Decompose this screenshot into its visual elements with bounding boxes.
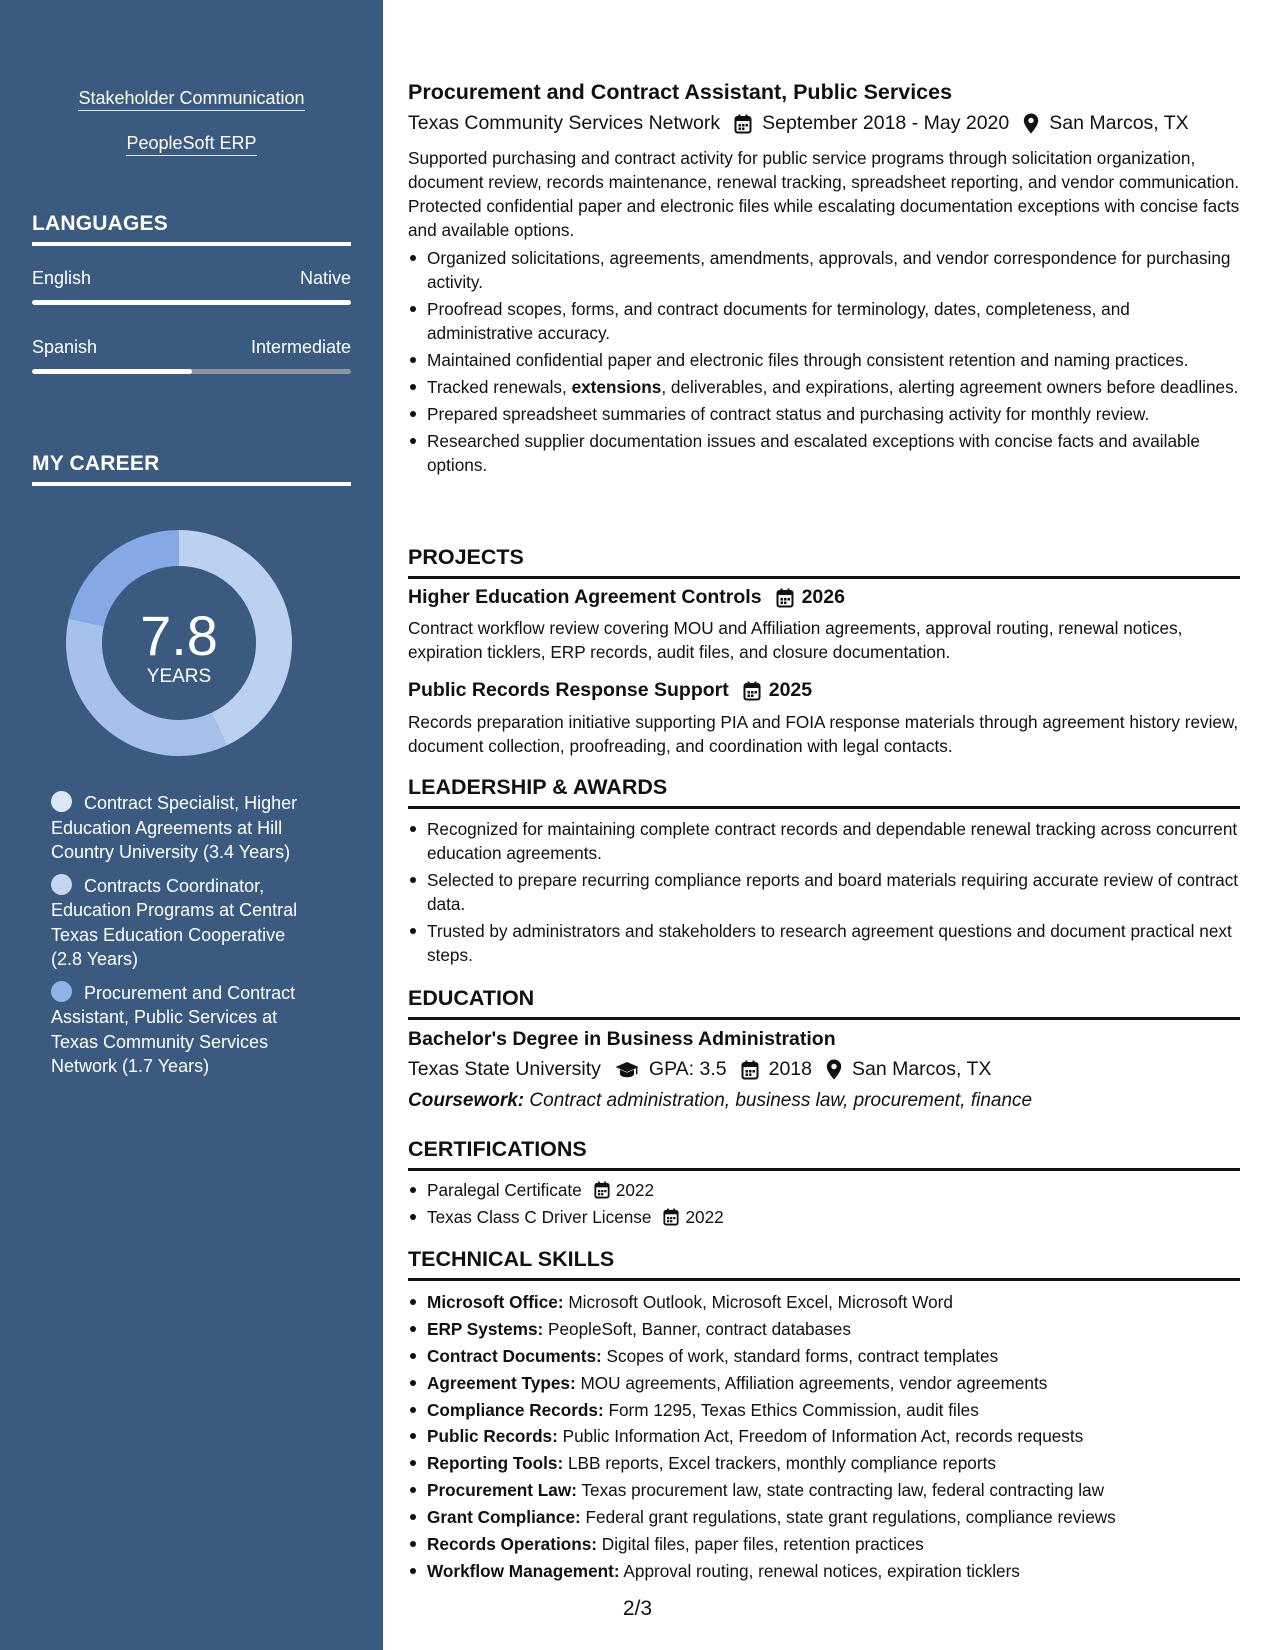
- technical-skill-value: Digital files, paper files, retention practices: [601, 1534, 924, 1555]
- technical-skill-value: Public Information Act, Freedom of Information Act, records requests: [562, 1426, 1084, 1447]
- technical-skill-label: Microsoft Office:: [427, 1292, 564, 1312]
- technical-skill-item: [408, 1532, 1240, 1556]
- project-title: [408, 679, 812, 702]
- technical-skill-value: Scopes of work, standard forms, contract templates: [606, 1345, 999, 1366]
- technical-skill-item: [408, 1344, 1240, 1368]
- project-description: Records preparation initiative supporting PIA and FOIA response materials through agreement history review, document collection, proofreading, and coordination with legal contacts.: [408, 712, 1239, 756]
- project-name: Public Records Response Support: [408, 679, 729, 701]
- bullet-text: , deliverables, and expirations, alerting agreement owners before deadlines.: [661, 377, 1239, 397]
- career-dot-icon: [51, 981, 72, 1002]
- technical-skill-item: [408, 1451, 1240, 1475]
- leadership-item: Selected to prepare recurring compliance reports and board materials requiring accurate review of contract data.: [408, 868, 1240, 916]
- coursework-label: Coursework:: [408, 1090, 525, 1111]
- career-heading: MY CAREER: [32, 452, 351, 486]
- job-summary: Supported purchasing and contract activity for public service programs through solicitation organization, document review, records maintenance, renewal tracking, spreadsheet reporting, and vendor communication. Protected confidential paper and electronic files while escalating documentation exceptions with concise facts and available options.: [408, 148, 1240, 240]
- project-description: Contract workflow review covering MOU and Affiliation agreements, approval routing, renewal notices, expiration ticklers, ERP records, audit files, and closure documentation.: [408, 618, 1183, 662]
- technical-skill-value: Texas procurement law, state contracting law, federal contracting law: [581, 1480, 1104, 1501]
- calendar-icon: [734, 114, 752, 134]
- education-meta: [408, 1058, 991, 1081]
- language-bar-fill: [32, 300, 351, 305]
- career-list: [51, 791, 321, 1088]
- graduation-year: 2018: [768, 1058, 812, 1080]
- language-name: Spanish: [32, 337, 98, 357]
- certification-year: 2022: [685, 1207, 724, 1227]
- job-bullet: Organized solicitations, agreements, amendments, approvals, and vendor correspondence for purchasing activity.: [408, 246, 1240, 294]
- skill-tag: [0, 133, 383, 154]
- career-item-text: Procurement and Contract Assistant, Public Services at Texas Community Services Network (1.7 Years): [51, 982, 296, 1076]
- career-dot-icon: [51, 791, 72, 812]
- job-bullet: Researched supplier documentation issues and escalated exceptions with concise facts and available options.: [408, 429, 1240, 477]
- calendar-icon: [663, 1208, 679, 1226]
- skill-tag-label: PeopleSoft ERP: [126, 133, 256, 156]
- project-year: 2026: [801, 586, 845, 608]
- certifications-heading: CERTIFICATIONS: [408, 1137, 1240, 1171]
- calendar-icon: [776, 588, 794, 608]
- certification-name: Texas Class C Driver License: [427, 1207, 652, 1227]
- location-pin-icon: [826, 1059, 842, 1080]
- leadership-list: [408, 817, 1240, 970]
- language-bar-fill: [32, 369, 192, 374]
- skill-tag: [0, 88, 383, 109]
- language-bar: [32, 300, 351, 305]
- technical-skill-item: [408, 1317, 1240, 1341]
- job-bullet: Proofread scopes, forms, and contract documents for terminology, dates, completeness, and administrative accuracy.: [408, 297, 1240, 345]
- job-title: Procurement and Contract Assistant, Public Services: [408, 80, 953, 104]
- career-dot-icon: [51, 874, 72, 895]
- technical-skills-heading: TECHNICAL SKILLS: [408, 1247, 1240, 1281]
- calendar-icon: [743, 681, 761, 701]
- technical-skill-label: Workflow Management:: [427, 1560, 620, 1581]
- technical-skill-value: Approval routing, renewal notices, expiration ticklers: [623, 1560, 1020, 1581]
- bullet-bold-text: extensions: [571, 377, 662, 397]
- coursework-text: Contract administration, business law, procurement, finance: [529, 1090, 1033, 1111]
- sidebar: [0, 0, 383, 1650]
- technical-skill-value: Microsoft Outlook, Microsoft Excel, Microsoft Word: [568, 1292, 953, 1312]
- education-heading: EDUCATION: [408, 986, 1240, 1020]
- career-total: 7.8: [140, 604, 218, 667]
- projects-heading: PROJECTS: [408, 545, 1240, 579]
- technical-skill-label: Grant Compliance:: [427, 1507, 581, 1528]
- technical-skills-list: [408, 1290, 1240, 1586]
- skill-tag-label: Stakeholder Communication: [78, 88, 304, 111]
- certification-item: [408, 1205, 1240, 1229]
- technical-skill-label: Compliance Records:: [427, 1399, 604, 1420]
- technical-skill-label: Agreement Types:: [427, 1372, 576, 1393]
- calendar-icon: [594, 1181, 610, 1199]
- language-name: English: [32, 268, 92, 288]
- technical-skill-item: [408, 1290, 1240, 1314]
- certification-name: Paralegal Certificate: [427, 1180, 582, 1200]
- project-year: 2025: [768, 679, 813, 701]
- technical-skill-label: Procurement Law:: [427, 1480, 577, 1501]
- language-row: [32, 337, 351, 358]
- company-name: Texas Community Services Network: [408, 112, 721, 134]
- technical-skill-label: Reporting Tools:: [427, 1453, 564, 1474]
- job-bullet: [408, 375, 1240, 399]
- technical-skill-item: [408, 1424, 1240, 1448]
- technical-skill-item: [408, 1371, 1240, 1395]
- language-level: Native: [299, 268, 351, 288]
- job-dates: September 2018 - May 2020: [762, 112, 1010, 134]
- main-content: [408, 0, 1240, 1650]
- calendar-icon: [741, 1060, 759, 1080]
- degree-title: Bachelor's Degree in Business Administration: [408, 1028, 836, 1050]
- leadership-item: Recognized for maintaining complete contract records and dependable renewal tracking across concurrent education agreements.: [408, 817, 1240, 865]
- languages-heading: LANGUAGES: [32, 212, 351, 246]
- job-bullets: [408, 246, 1240, 480]
- project-title: [408, 586, 845, 609]
- technical-skill-value: Form 1295, Texas Ethics Commission, audit files: [608, 1399, 979, 1420]
- certification-year: 2022: [615, 1180, 655, 1200]
- technical-skill-label: Contract Documents:: [427, 1345, 602, 1366]
- technical-skill-value: LBB reports, Excel trackers, monthly compliance reports: [568, 1453, 996, 1474]
- job-location: San Marcos, TX: [1049, 112, 1189, 134]
- leadership-item: Trusted by administrators and stakeholders to research agreement questions and document practical next steps.: [408, 919, 1240, 967]
- school-location: San Marcos, TX: [851, 1058, 992, 1080]
- career-item: [51, 874, 321, 972]
- certification-item: [408, 1178, 1240, 1202]
- technical-skill-item: [408, 1398, 1240, 1422]
- language-bar: [32, 369, 351, 374]
- job-meta: [408, 112, 1189, 135]
- technical-skill-item: [408, 1505, 1240, 1529]
- job-bullet: Prepared spreadsheet summaries of contract status and purchasing activity for monthly review.: [408, 402, 1240, 426]
- career-donut: [66, 530, 292, 756]
- technical-skill-label: ERP Systems:: [427, 1318, 544, 1339]
- leadership-heading: LEADERSHIP & AWARDS: [408, 775, 1240, 809]
- project-name: Higher Education Agreement Controls: [408, 586, 762, 608]
- school-name: Texas State University: [408, 1058, 601, 1080]
- coursework: [408, 1090, 1032, 1112]
- graduation-cap-icon: [615, 1061, 639, 1079]
- technical-skill-item: [408, 1559, 1240, 1583]
- technical-skill-label: Records Operations:: [427, 1534, 598, 1555]
- job-bullet: Maintained confidential paper and electronic files through consistent retention and naming practices.: [408, 348, 1240, 372]
- location-pin-icon: [1023, 113, 1039, 134]
- certifications-list: [408, 1178, 1240, 1232]
- technical-skill-item: [408, 1478, 1240, 1502]
- page-number: 2/3: [622, 1597, 653, 1620]
- language-row: [32, 268, 351, 289]
- language-level: Intermediate: [250, 337, 351, 357]
- technical-skill-value: Federal grant regulations, state grant regulations, compliance reviews: [585, 1507, 1116, 1528]
- gpa: GPA: 3.5: [648, 1058, 727, 1080]
- technical-skill-value: MOU agreements, Affiliation agreements, vendor agreements: [580, 1372, 1048, 1393]
- technical-skill-label: Public Records:: [427, 1426, 558, 1447]
- career-item: [51, 791, 321, 865]
- bullet-text: Tracked renewals,: [427, 377, 572, 397]
- career-item-text: Contracts Coordinator, Education Programs at Central Texas Education Cooperative (2.8 Years): [51, 875, 298, 969]
- career-item-text: Contract Specialist, Higher Education Agreements at Hill Country University (3.4 Years): [51, 793, 298, 862]
- career-item: [51, 981, 321, 1079]
- technical-skill-value: PeopleSoft, Banner, contract databases: [548, 1318, 851, 1339]
- career-unit: YEARS: [146, 666, 212, 687]
